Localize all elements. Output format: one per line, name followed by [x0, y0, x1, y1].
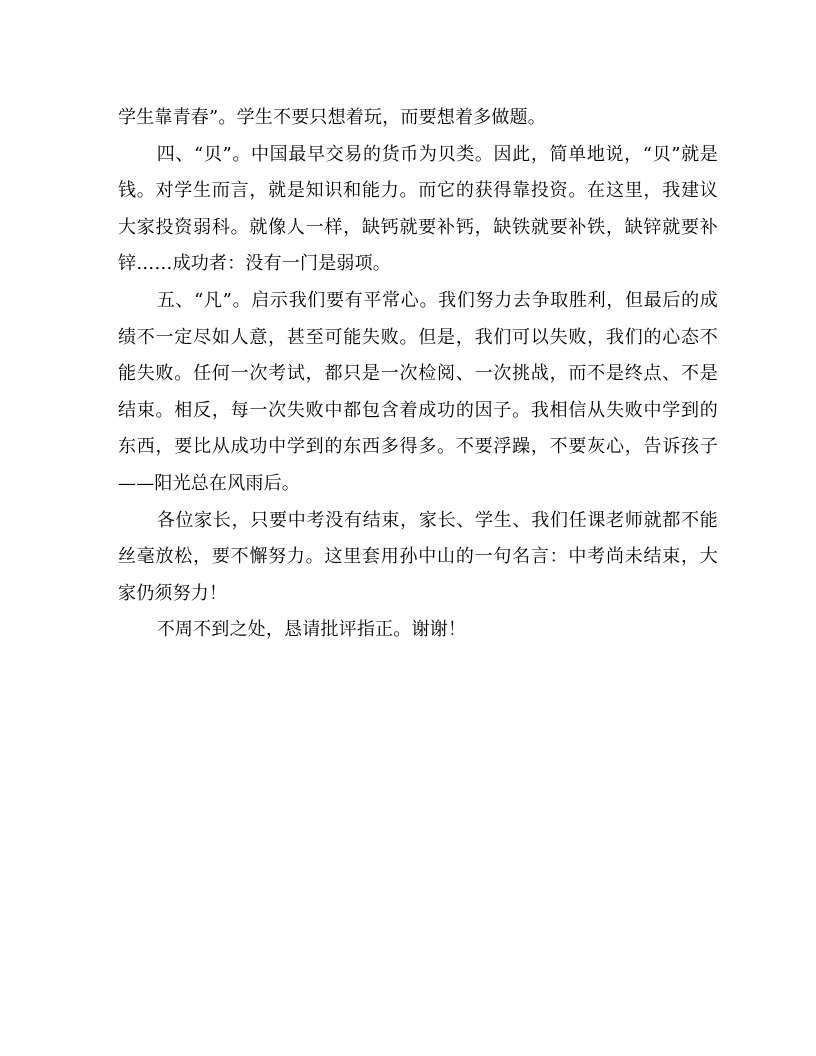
paragraph-section-five: 五、“凡”。启示我们要有平常心。我们努力去争取胜利，但最后的成绩不一定尽如人意，甚至可能失败。但是，我们可以失败，我们的心态不能失败。任何一次考试，都只是一次检阅、一次挑战，而不是终点、不是结束。相反，每一次失败中都包含着成功的因子。我相信从失败中学到的东西，要比从成功中学到的东西多得多。不要浮躁，不要灰心，告诉孩子——阳光总在风雨后。 — [118, 289, 718, 494]
document-body — [118, 100, 718, 649]
paragraph-closing: 不周不到之处，恳请批评指正。谢谢！ — [156, 619, 467, 641]
paragraph-section-four: 四、“贝”。中国最早交易的货币为贝类。因此，简单地说，“贝”就是钱。对学生而言，就是知识和能力。而它的获得靠投资。在这里，我建议大家投资弱科。就像人一样，缺钙就要补钙，缺铁就要补铁，缺锌就要补锌……成功者：没有一门是弱项。 — [118, 143, 718, 275]
paragraph-parents-appeal: 各位家长，只要中考没有结束，家长、学生、我们任课老师就都不能丝毫放松，要不懈努力。这里套用孙中山的一句名言：中考尚未结束，大家仍须努力！ — [118, 509, 718, 604]
paragraph-continuation: 学生靠青春”。学生不要只想着玩，而要想着多做题。 — [118, 107, 546, 128]
